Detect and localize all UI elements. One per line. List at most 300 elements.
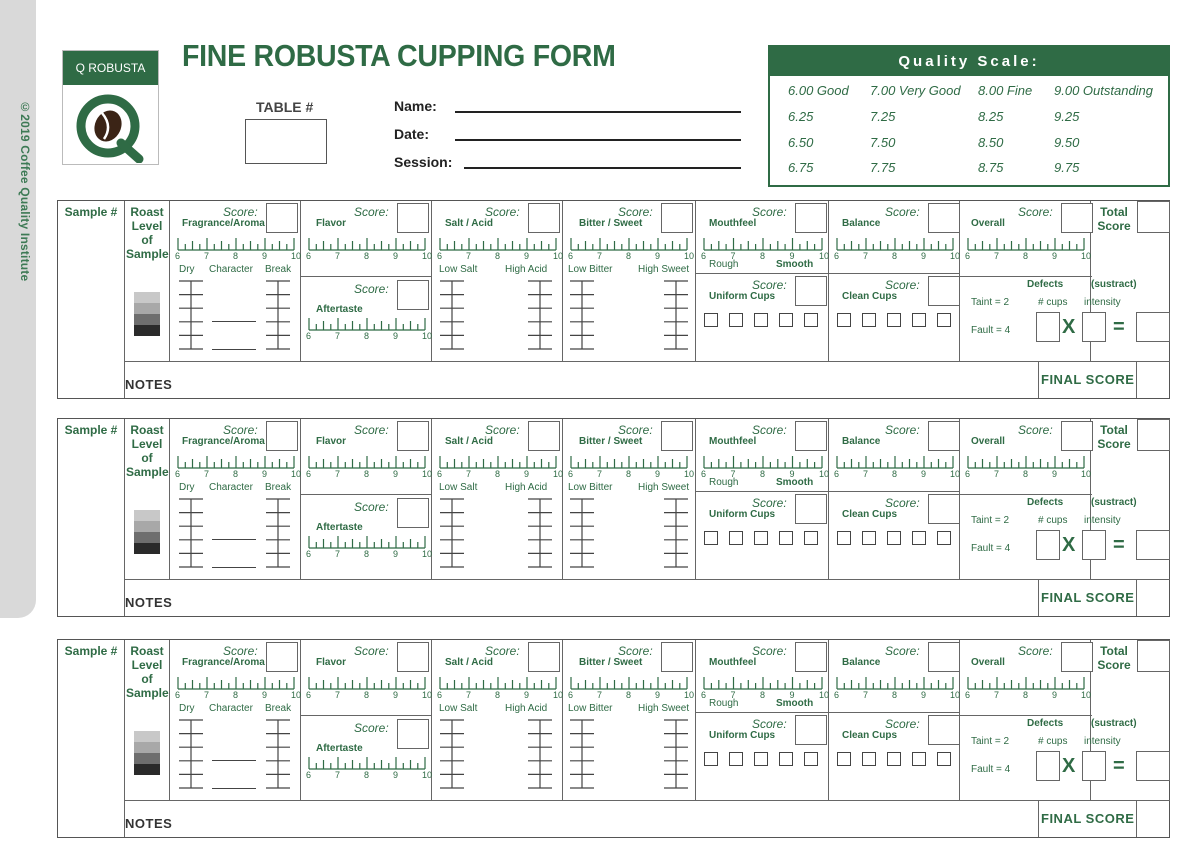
break-intensity-scale[interactable] bbox=[266, 720, 290, 788]
intensity-ticks bbox=[664, 499, 688, 567]
scale-number: 7 bbox=[335, 331, 341, 341]
high-sweet-label: High Sweet bbox=[638, 703, 690, 714]
roast-swatch[interactable] bbox=[134, 543, 160, 554]
uniform-cups-score-box[interactable] bbox=[795, 276, 827, 306]
fragrance-score-box[interactable] bbox=[266, 642, 298, 672]
uniform-cup-checkbox[interactable] bbox=[704, 531, 718, 545]
cups-count-label: # cups bbox=[1038, 515, 1068, 526]
clean-cup-checkbox[interactable] bbox=[937, 531, 951, 545]
aftertaste-score-label: Score: bbox=[354, 282, 389, 296]
fragrance-score-box[interactable] bbox=[266, 203, 298, 233]
uniform-cup-checkbox[interactable] bbox=[704, 313, 718, 327]
scale-number: 10 bbox=[684, 469, 695, 479]
defect-intensity-box[interactable] bbox=[1082, 530, 1106, 560]
scale-number: 10 bbox=[291, 251, 302, 261]
equals-sign: = bbox=[1113, 755, 1125, 777]
scale-number: 7 bbox=[335, 690, 341, 700]
cups-count-label: # cups bbox=[1038, 297, 1068, 308]
column-divider bbox=[828, 201, 829, 361]
roast-swatch[interactable] bbox=[134, 292, 160, 303]
scale-number: 7 bbox=[863, 251, 869, 261]
scale-number: 10 bbox=[553, 469, 564, 479]
defect-cups-box[interactable] bbox=[1036, 312, 1060, 342]
scale-number: 9 bbox=[393, 331, 399, 341]
scale-number: 10 bbox=[819, 690, 830, 700]
rough-label: Rough bbox=[709, 698, 739, 709]
final-divider bbox=[1038, 801, 1039, 837]
low-bitter-label: Low Bitter bbox=[568, 264, 613, 275]
sample-number-label: Sample # bbox=[64, 423, 118, 437]
break-intensity-scale[interactable] bbox=[266, 499, 290, 567]
scale-number: 10 bbox=[422, 251, 433, 261]
scale-number: 8 bbox=[364, 549, 370, 559]
salt-acid-score-label: Score: bbox=[485, 423, 520, 437]
rough-label: Rough bbox=[709, 477, 739, 488]
uniform-cup-checkbox[interactable] bbox=[729, 752, 743, 766]
scale-number: 6 bbox=[175, 251, 181, 261]
total-score-box[interactable] bbox=[1137, 201, 1170, 233]
scale-number: 7 bbox=[335, 549, 341, 559]
balance-divider bbox=[828, 712, 959, 713]
scale-number: 6 bbox=[175, 469, 181, 479]
intensity-ticks bbox=[179, 281, 203, 349]
clean-cup-checkbox[interactable] bbox=[887, 752, 901, 766]
scale-number: 9 bbox=[789, 690, 795, 700]
aftertaste-score-box[interactable] bbox=[397, 280, 429, 310]
uniform-cups-score-label: Score: bbox=[752, 278, 787, 292]
roast-level-label: Roast Level of Sample bbox=[126, 205, 169, 261]
intensity-ticks bbox=[179, 720, 203, 788]
scale-number: 10 bbox=[291, 690, 302, 700]
sweet-intensity-scale[interactable] bbox=[664, 499, 688, 567]
bitter-intensity-scale[interactable] bbox=[570, 499, 594, 567]
bitter-sweet-label: Bitter / Sweet bbox=[579, 218, 643, 229]
uniform-cup-checkbox[interactable] bbox=[754, 531, 768, 545]
aftertaste-score-box[interactable] bbox=[397, 498, 429, 528]
dry-label: Dry bbox=[179, 703, 195, 714]
column-divider bbox=[695, 640, 696, 800]
scale-number: 6 bbox=[437, 469, 443, 479]
sample-number-label: Sample # bbox=[64, 644, 118, 658]
scale-number: 8 bbox=[233, 469, 239, 479]
uniform-cup-checkbox[interactable] bbox=[729, 313, 743, 327]
scale-number: 8 bbox=[626, 469, 632, 479]
scale-ticks bbox=[178, 456, 294, 468]
bitter-sweet-score-box[interactable] bbox=[661, 421, 693, 451]
uniform-cup-checkbox[interactable] bbox=[729, 531, 743, 545]
name-field[interactable] bbox=[455, 111, 741, 113]
scale-number: 6 bbox=[834, 469, 840, 479]
scale-number: 8 bbox=[760, 690, 766, 700]
aftertaste-score-box[interactable] bbox=[397, 719, 429, 749]
intensity-ticks bbox=[664, 720, 688, 788]
salt-acid-score-box[interactable] bbox=[528, 203, 560, 233]
dry-intensity-scale[interactable] bbox=[179, 499, 203, 567]
character-line[interactable] bbox=[212, 567, 256, 568]
scale-number: 6 bbox=[437, 251, 443, 261]
sweet-intensity-scale[interactable] bbox=[664, 281, 688, 349]
notes-field[interactable] bbox=[124, 362, 1038, 398]
uniform-cup-checkbox[interactable] bbox=[779, 531, 793, 545]
scale-ticks bbox=[309, 456, 425, 468]
mouthfeel-score-label: Score: bbox=[752, 644, 787, 658]
uniform-cup-checkbox[interactable] bbox=[704, 752, 718, 766]
scale-ticks bbox=[309, 536, 425, 548]
smooth-label: Smooth bbox=[776, 698, 814, 709]
copyright-text: ©2019 Coffee Quality Institute bbox=[18, 100, 32, 282]
column-divider bbox=[169, 419, 170, 579]
salt-acid-score-box[interactable] bbox=[528, 421, 560, 451]
scale-number: 6 bbox=[965, 469, 971, 479]
overall-divider bbox=[959, 276, 1092, 277]
flavor-label: Flavor bbox=[316, 218, 347, 229]
clean-cups-label: Clean Cups bbox=[842, 509, 898, 520]
low-bitter-label: Low Bitter bbox=[568, 703, 613, 714]
roast-swatch[interactable] bbox=[134, 521, 160, 532]
clean-cup-checkbox[interactable] bbox=[887, 531, 901, 545]
balance-label: Balance bbox=[842, 436, 881, 447]
balance-divider bbox=[828, 273, 959, 274]
final-score-box[interactable] bbox=[1137, 580, 1170, 616]
column-divider bbox=[828, 419, 829, 579]
scale-number: 7 bbox=[335, 251, 341, 261]
intensity-ticks bbox=[440, 499, 464, 567]
salt-acid-label: Salt / Acid bbox=[445, 436, 493, 447]
flavor-score-box[interactable] bbox=[397, 421, 429, 451]
salt-intensity-scale[interactable] bbox=[440, 499, 464, 567]
scale-number: 10 bbox=[1081, 251, 1092, 261]
roast-swatch[interactable] bbox=[134, 764, 160, 775]
low-salt-label: Low Salt bbox=[439, 482, 478, 493]
form-title: FINE ROBUSTA CUPPING FORM bbox=[182, 38, 616, 73]
roast-swatch[interactable] bbox=[134, 510, 160, 521]
high-sweet-label: High Sweet bbox=[638, 482, 690, 493]
taint-label: Taint = 2 bbox=[971, 515, 1010, 526]
scale-number: 6 bbox=[306, 331, 312, 341]
scale-number: 6 bbox=[834, 251, 840, 261]
scale-ticks bbox=[837, 677, 953, 689]
acid-intensity-scale[interactable] bbox=[528, 281, 552, 349]
sample-block bbox=[57, 200, 1170, 399]
mouthfeel-score-box[interactable] bbox=[795, 421, 827, 451]
scale-ticks bbox=[968, 238, 1084, 250]
uniform-cup-checkbox[interactable] bbox=[804, 531, 818, 545]
notes-field[interactable] bbox=[124, 801, 1038, 837]
bitter-sweet-score-label: Score: bbox=[618, 205, 653, 219]
quality-scale-value: 8.00 Fine bbox=[978, 83, 1033, 98]
defects-label: Defects bbox=[1027, 497, 1064, 508]
column-divider bbox=[828, 640, 829, 800]
clean-cup-checkbox[interactable] bbox=[862, 531, 876, 545]
uniform-cup-checkbox[interactable] bbox=[754, 313, 768, 327]
roast-swatch[interactable] bbox=[134, 325, 160, 336]
scale-number: 8 bbox=[364, 690, 370, 700]
scale-number: 6 bbox=[701, 690, 707, 700]
bitter-intensity-scale[interactable] bbox=[570, 720, 594, 788]
rough-label: Rough bbox=[709, 259, 739, 270]
name-label: Name: bbox=[394, 98, 437, 114]
total-score-label: Total Score bbox=[1097, 423, 1131, 451]
scale-number: 8 bbox=[364, 469, 370, 479]
scale-number: 7 bbox=[335, 469, 341, 479]
aftertaste-label: Aftertaste bbox=[316, 304, 363, 315]
overall-score-box[interactable] bbox=[1061, 642, 1093, 672]
low-bitter-label: Low Bitter bbox=[568, 482, 613, 493]
uniform-cup-checkbox[interactable] bbox=[779, 313, 793, 327]
final-divider bbox=[1038, 362, 1039, 398]
total-score-box[interactable] bbox=[1137, 419, 1170, 451]
scale-number: 6 bbox=[306, 469, 312, 479]
table-number-field[interactable] bbox=[245, 119, 327, 164]
scale-ticks bbox=[178, 677, 294, 689]
scale-number: 7 bbox=[863, 690, 869, 700]
sample-block bbox=[57, 418, 1170, 617]
scale-number: 8 bbox=[364, 770, 370, 780]
bitter-sweet-label: Bitter / Sweet bbox=[579, 657, 643, 668]
intensity-ticks bbox=[440, 720, 464, 788]
bitter-sweet-score-box[interactable] bbox=[661, 203, 693, 233]
scale-number: 9 bbox=[524, 251, 530, 261]
roast-swatch[interactable] bbox=[134, 303, 160, 314]
date-label: Date: bbox=[394, 126, 430, 142]
scale-number: 9 bbox=[789, 469, 795, 479]
scale-ticks bbox=[440, 238, 556, 250]
character-line[interactable] bbox=[212, 760, 256, 761]
scale-number: 10 bbox=[819, 469, 830, 479]
scale-number: 9 bbox=[393, 251, 399, 261]
balance-score-box[interactable] bbox=[928, 642, 960, 672]
scale-number: 10 bbox=[553, 251, 564, 261]
uniform-cup-checkbox[interactable] bbox=[804, 313, 818, 327]
mouthfeel-divider bbox=[695, 273, 828, 274]
flavor-divider bbox=[300, 715, 431, 716]
scale-number: 6 bbox=[175, 690, 181, 700]
defect-intensity-box[interactable] bbox=[1082, 751, 1106, 781]
equals-sign: = bbox=[1113, 534, 1125, 556]
roast-swatch[interactable] bbox=[134, 532, 160, 543]
uniform-cups-score-box[interactable] bbox=[795, 494, 827, 524]
character-label: Character bbox=[209, 703, 253, 714]
notes-label: NOTES bbox=[125, 816, 173, 831]
scale-number: 8 bbox=[233, 251, 239, 261]
roast-swatch[interactable] bbox=[134, 314, 160, 325]
quality-scale-value: 9.50 bbox=[1054, 135, 1080, 150]
clean-cup-checkbox[interactable] bbox=[837, 531, 851, 545]
mouthfeel-score-box[interactable] bbox=[795, 642, 827, 672]
scale-number: 9 bbox=[655, 690, 661, 700]
scale-ticks bbox=[571, 456, 687, 468]
column-divider bbox=[300, 419, 301, 579]
roast-swatch[interactable] bbox=[134, 742, 160, 753]
quality-scale-value: 9.00 Outstanding bbox=[1054, 83, 1154, 98]
dry-intensity-scale[interactable] bbox=[179, 720, 203, 788]
roast-level-label: Roast Level of Sample bbox=[126, 644, 169, 700]
defect-cups-box[interactable] bbox=[1036, 530, 1060, 560]
q-robusta-logo bbox=[62, 50, 159, 165]
mouthfeel-score-box[interactable] bbox=[795, 203, 827, 233]
clean-cup-checkbox[interactable] bbox=[937, 752, 951, 766]
overall-score-box[interactable] bbox=[1061, 203, 1093, 233]
dry-intensity-scale[interactable] bbox=[179, 281, 203, 349]
final-score-box[interactable] bbox=[1137, 362, 1170, 398]
balance-score-label: Score: bbox=[885, 205, 920, 219]
clean-cup-checkbox[interactable] bbox=[862, 313, 876, 327]
overall-score-box[interactable] bbox=[1061, 421, 1093, 451]
defect-total-box[interactable] bbox=[1136, 530, 1170, 560]
quality-scale-panel bbox=[768, 45, 1170, 187]
quality-scale-value: 7.00 Very Good bbox=[870, 83, 961, 98]
scale-number: 7 bbox=[994, 251, 1000, 261]
scale-number: 8 bbox=[495, 690, 501, 700]
quality-scale-value: 8.75 bbox=[978, 160, 1004, 175]
scale-number: 8 bbox=[760, 469, 766, 479]
column-divider bbox=[695, 419, 696, 579]
character-line[interactable] bbox=[212, 539, 256, 540]
scale-number: 6 bbox=[437, 690, 443, 700]
equals-sign: = bbox=[1113, 316, 1125, 338]
scale-number: 10 bbox=[422, 549, 433, 559]
scale-ticks bbox=[309, 318, 425, 330]
scale-number: 8 bbox=[495, 251, 501, 261]
scale-number: 9 bbox=[921, 251, 927, 261]
intensity-ticks bbox=[266, 720, 290, 788]
column-divider bbox=[300, 640, 301, 800]
fault-label: Fault = 4 bbox=[971, 325, 1011, 336]
fragrance-aroma-label: Fragrance/Aroma bbox=[182, 657, 265, 668]
scale-number: 9 bbox=[655, 469, 661, 479]
uniform-cup-checkbox[interactable] bbox=[779, 752, 793, 766]
sweet-intensity-scale[interactable] bbox=[664, 720, 688, 788]
scale-number: 7 bbox=[597, 251, 603, 261]
defect-cups-box[interactable] bbox=[1036, 751, 1060, 781]
character-label: Character bbox=[209, 482, 253, 493]
fault-label: Fault = 4 bbox=[971, 543, 1011, 554]
flavor-score-box[interactable] bbox=[397, 203, 429, 233]
clean-cup-checkbox[interactable] bbox=[837, 752, 851, 766]
scale-number: 8 bbox=[626, 251, 632, 261]
scale-number: 7 bbox=[730, 469, 736, 479]
scale-number: 10 bbox=[950, 469, 961, 479]
aftertaste-label: Aftertaste bbox=[316, 522, 363, 533]
salt-intensity-scale[interactable] bbox=[440, 720, 464, 788]
fragrance-score-box[interactable] bbox=[266, 421, 298, 451]
intensity-ticks bbox=[179, 499, 203, 567]
clean-cups-score-box[interactable] bbox=[928, 276, 960, 306]
column-divider bbox=[695, 201, 696, 361]
acid-intensity-scale[interactable] bbox=[528, 720, 552, 788]
clean-cup-checkbox[interactable] bbox=[837, 313, 851, 327]
total-score-box[interactable] bbox=[1137, 640, 1170, 672]
character-line[interactable] bbox=[212, 349, 256, 350]
scale-number: 10 bbox=[422, 690, 433, 700]
quality-scale-value: 6.50 bbox=[788, 135, 814, 150]
defect-total-box[interactable] bbox=[1136, 312, 1170, 342]
mouthfeel-label: Mouthfeel bbox=[709, 657, 757, 668]
scale-number: 9 bbox=[524, 690, 530, 700]
uniform-cup-checkbox[interactable] bbox=[754, 752, 768, 766]
bitter-intensity-scale[interactable] bbox=[570, 281, 594, 349]
character-line[interactable] bbox=[212, 788, 256, 789]
balance-score-box[interactable] bbox=[928, 203, 960, 233]
defects-label: Defects bbox=[1027, 279, 1064, 290]
intensity-ticks bbox=[570, 499, 594, 567]
acid-intensity-scale[interactable] bbox=[528, 499, 552, 567]
clean-cup-checkbox[interactable] bbox=[937, 313, 951, 327]
scale-number: 7 bbox=[994, 469, 1000, 479]
roast-swatch[interactable] bbox=[134, 753, 160, 764]
defect-intensity-box[interactable] bbox=[1082, 312, 1106, 342]
scale-number: 8 bbox=[760, 251, 766, 261]
scale-number: 7 bbox=[204, 251, 210, 261]
scale-number: 9 bbox=[524, 469, 530, 479]
scale-number: 6 bbox=[701, 251, 707, 261]
column-divider bbox=[562, 201, 563, 361]
quality-scale-value: 7.75 bbox=[870, 160, 896, 175]
bitter-sweet-score-box[interactable] bbox=[661, 642, 693, 672]
final-score-box[interactable] bbox=[1137, 801, 1170, 837]
intensity-label: intensity bbox=[1084, 515, 1121, 526]
defect-total-box[interactable] bbox=[1136, 751, 1170, 781]
break-intensity-scale[interactable] bbox=[266, 281, 290, 349]
clean-cup-checkbox[interactable] bbox=[887, 313, 901, 327]
low-salt-label: Low Salt bbox=[439, 264, 478, 275]
scale-number: 7 bbox=[335, 770, 341, 780]
balance-score-box[interactable] bbox=[928, 421, 960, 451]
scale-number: 6 bbox=[568, 251, 574, 261]
subtract-label: (sustract) bbox=[1091, 497, 1137, 508]
roast-swatch[interactable] bbox=[134, 731, 160, 742]
scale-number: 6 bbox=[965, 690, 971, 700]
intensity-ticks bbox=[266, 499, 290, 567]
intensity-ticks bbox=[664, 281, 688, 349]
scale-number: 7 bbox=[730, 251, 736, 261]
scale-number: 6 bbox=[965, 251, 971, 261]
scale-number: 7 bbox=[204, 690, 210, 700]
session-field[interactable] bbox=[464, 167, 741, 169]
scale-number: 6 bbox=[568, 690, 574, 700]
scale-number: 9 bbox=[1052, 251, 1058, 261]
overall-divider bbox=[959, 715, 1092, 716]
clean-cups-score-box[interactable] bbox=[928, 715, 960, 745]
clean-cup-checkbox[interactable] bbox=[862, 752, 876, 766]
flavor-score-box[interactable] bbox=[397, 642, 429, 672]
high-sweet-label: High Sweet bbox=[638, 264, 690, 275]
notes-field[interactable] bbox=[124, 580, 1038, 616]
uniform-cups-score-label: Score: bbox=[752, 496, 787, 510]
scale-number: 9 bbox=[262, 690, 268, 700]
clean-cups-score-box[interactable] bbox=[928, 494, 960, 524]
salt-acid-score-box[interactable] bbox=[528, 642, 560, 672]
date-field[interactable] bbox=[455, 139, 741, 141]
clean-cup-checkbox[interactable] bbox=[912, 752, 926, 766]
uniform-cups-score-box[interactable] bbox=[795, 715, 827, 745]
clean-cup-checkbox[interactable] bbox=[912, 313, 926, 327]
mouthfeel-divider bbox=[695, 712, 828, 713]
uniform-cup-checkbox[interactable] bbox=[804, 752, 818, 766]
scale-number: 8 bbox=[233, 690, 239, 700]
smooth-label: Smooth bbox=[776, 477, 814, 488]
intensity-ticks bbox=[528, 281, 552, 349]
scale-ticks bbox=[968, 677, 1084, 689]
scale-number: 7 bbox=[466, 251, 472, 261]
logo-label: Q ROBUSTA bbox=[63, 51, 158, 85]
clean-cup-checkbox[interactable] bbox=[912, 531, 926, 545]
fragrance-aroma-label: Fragrance/Aroma bbox=[182, 436, 265, 447]
quality-scale-value: 9.25 bbox=[1054, 109, 1080, 124]
scale-number: 9 bbox=[1052, 690, 1058, 700]
salt-intensity-scale[interactable] bbox=[440, 281, 464, 349]
character-line[interactable] bbox=[212, 321, 256, 322]
